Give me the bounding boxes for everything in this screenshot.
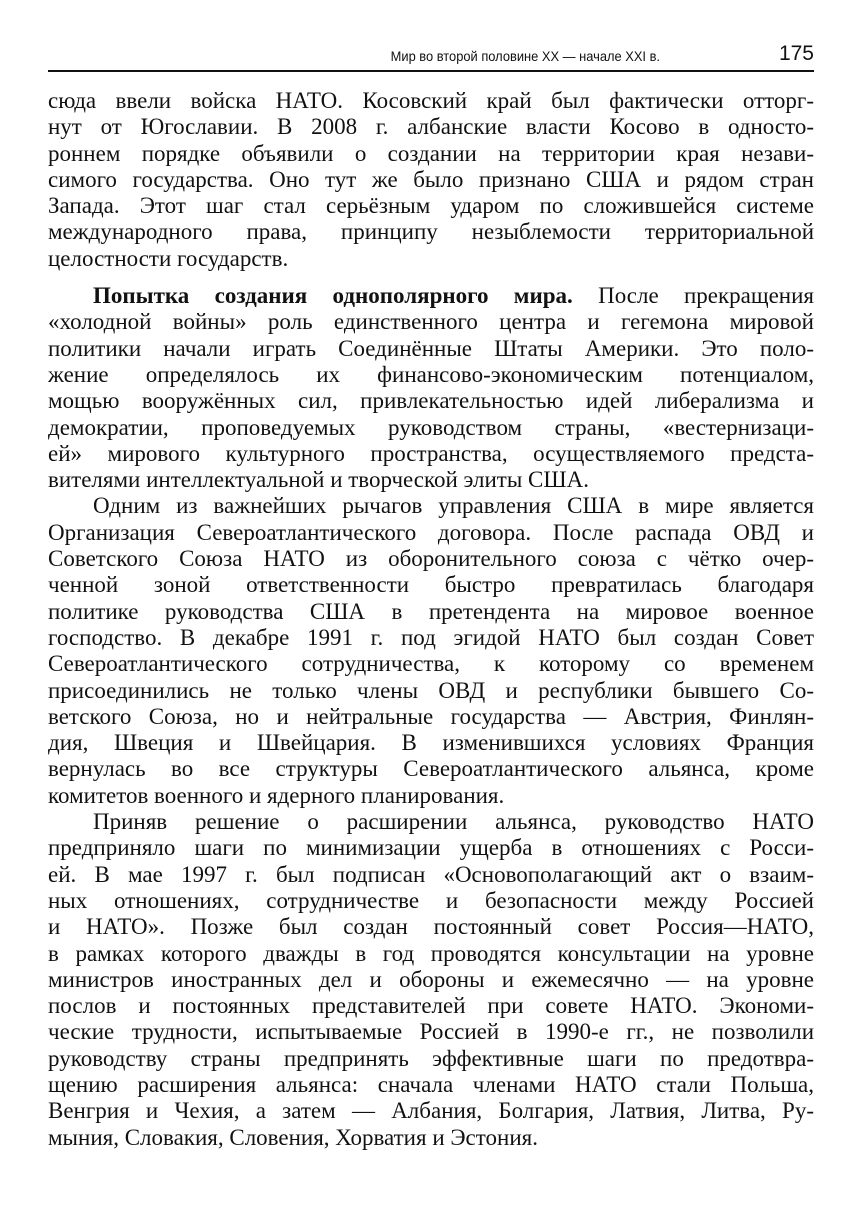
text-line: нут от Югославии. В 2008 г. албанские власти Косово в односто- <box>48 114 814 140</box>
text-line: министров иностранных дел и обороны и ежемесячно — на уровне <box>48 966 814 992</box>
running-title: Мир во второй половине XX — начале XXI в. <box>390 48 660 64</box>
text-line: Приняв решение о расширении альянса, руководство НАТО <box>93 809 814 835</box>
section-heading: Попытка создания однополярного мира. <box>93 283 573 309</box>
text-line: ей. В мае 1997 г. был подписан «Основополагающий акт о взаим- <box>48 861 814 887</box>
text-line: Организация Североатлантического договора. После распада ОВД и <box>48 519 814 545</box>
text-line: симого государства. Оно тут же было признано США и рядом стран <box>48 166 814 192</box>
text-line: политики начали играть Соединённые Штаты Америки. Это поло- <box>48 335 814 361</box>
text-line: ветского Союза, но и нейтральные государства — Австрия, Финлян- <box>48 703 814 729</box>
paragraph <box>48 493 814 809</box>
text-line: ческие трудности, испытываемые Россией в 1990-е гг., не позволили <box>48 1019 814 1045</box>
text-line: дия, Швеция и Швейцария. В изменившихся условиях Франция <box>48 730 814 756</box>
text-line: Венгрия и Чехия, а затем — Албания, Болгария, Латвия, Литва, Ру- <box>48 1098 814 1124</box>
text-line: вернулась во все структуры Североатлантического альянса, кроме <box>48 756 814 782</box>
text-line: международного права, принципу незыблемости территориальной <box>48 219 814 245</box>
text-line: «холодной войны» роль единственного центра и гегемона мировой <box>48 309 814 335</box>
text-line: сюда ввели войска НАТО. Косовский край был фактически отторг- <box>48 88 814 113</box>
text-line: ных отношениях, сотрудничестве и безопасности между Россией <box>48 887 814 913</box>
text-line: ченной зоной ответственности быстро превратилась благодаря <box>48 572 814 598</box>
text-line: господство. В декабре 1991 г. под эгидой НАТО был создан Совет <box>48 624 814 650</box>
text-line: мыния, Словакия, Словения, Хорватия и Эстония. <box>48 1124 538 1150</box>
text-line: Одним из важнейших рычагов управления США в мире является <box>93 493 814 519</box>
text-line: щению расширения альянса: сначала членами НАТО стали Польша, <box>48 1071 814 1097</box>
paragraph <box>48 283 814 493</box>
text-line: жение определялось их финансово-экономическим потенциалом, <box>48 361 814 387</box>
text-line: ей» мирового культурного пространства, осуществляемого предста- <box>48 440 814 466</box>
text-line: целостности государств. <box>48 245 289 271</box>
text-line: Советского Союза НАТО из оборонительного союза с чётко очер- <box>48 546 814 572</box>
text-line <box>48 283 814 309</box>
text-line-rest: После прекращения <box>572 283 814 309</box>
text-line: руководству страны предпринять эффективные шаги по предотвра- <box>48 1045 814 1071</box>
text-line: роннем порядке объявили о создании на территории края незави- <box>48 140 814 166</box>
text-line: Североатлантического сотрудничества, к которому со временем <box>48 651 814 677</box>
text-line: Запада. Этот шаг стал серьёзным ударом по сложившейся системе <box>48 193 814 219</box>
text-line: политике руководства США в претендента на мировое военное <box>48 598 814 624</box>
text-line: демократии, проповедуемых руководством страны, «вестернизаци- <box>48 414 814 440</box>
page-body <box>48 88 814 1151</box>
text-line: вителями интеллектуальной и творческой элиты США. <box>48 467 589 493</box>
text-line: и НАТО». Позже был создан постоянный совет Россия—НАТО, <box>48 914 814 940</box>
text-line: присоединились не только члены ОВД и республики бывшего Со- <box>48 677 814 703</box>
paragraph <box>48 809 814 1151</box>
text-line: в рамках которого дважды в год проводятся консультации на уровне <box>48 940 814 966</box>
running-header <box>48 40 814 72</box>
paragraph <box>48 88 814 272</box>
text-line: предприняло шаги по минимизации ущерба в отношениях с Росси- <box>48 835 814 861</box>
text-line: комитетов военного и ядерного планирования. <box>48 782 505 808</box>
text-line: послов и постоянных представителей при совете НАТО. Экономи- <box>48 993 814 1019</box>
text-line: мощью вооружённых сил, привлекательностью идей либерализма и <box>48 388 814 414</box>
page-number: 175 <box>778 42 814 65</box>
